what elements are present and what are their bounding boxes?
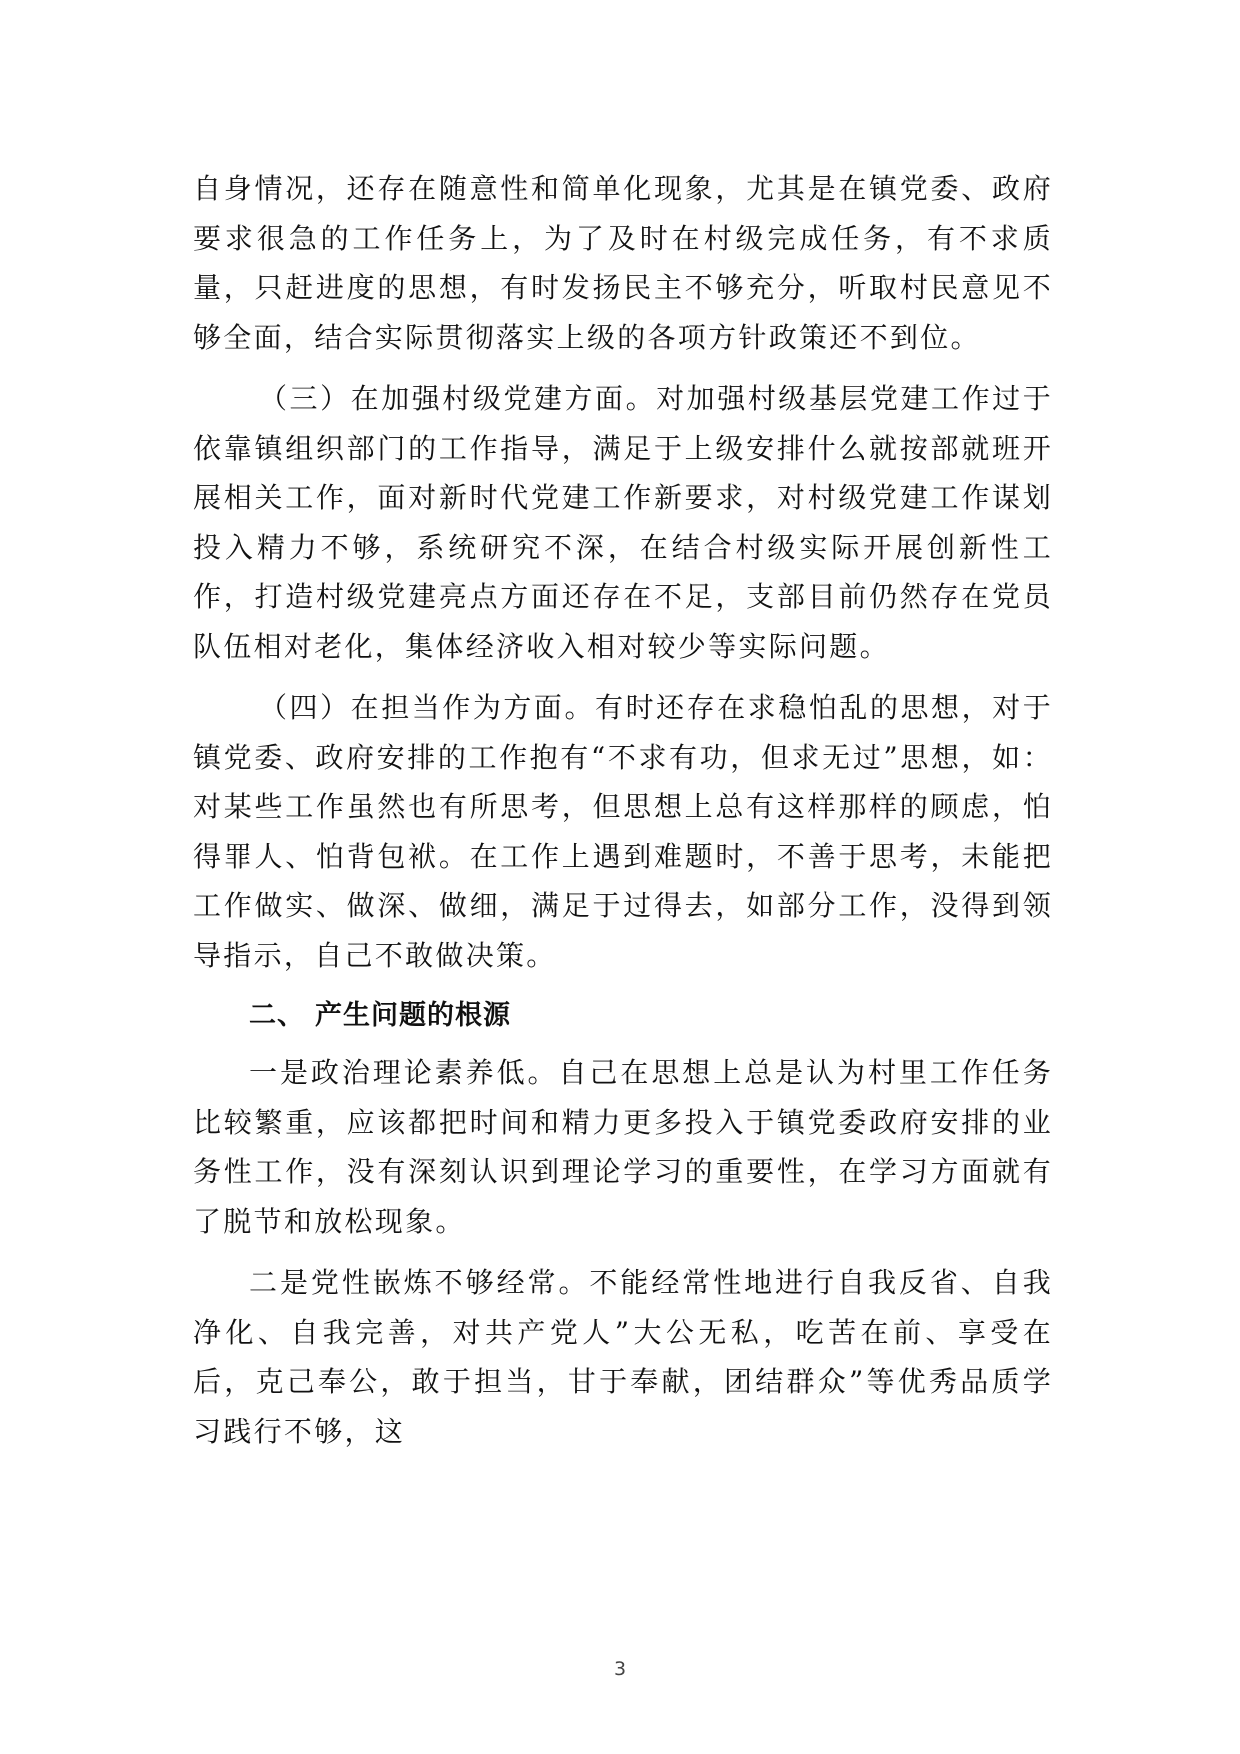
section-heading-number: 二、: [249, 1000, 305, 1031]
paragraph-party-building: （三）在加强村级党建方面。对加强村级基层党建工作过于依靠镇组织部门的工作指导，满足于上级安排什么就按部就班开展相关工作，面对新时代党建工作新要求，对村级党建工作谋划投入精力不够，系统研究不深，在结合村级实际开展创新性工作，打造村级党建亮点方面还存在不足，支部目前仍然存在党员队伍相对老化，集体经济收入相对较少等实际问题。: [193, 382, 1053, 663]
section-heading: [193, 992, 1053, 1040]
paragraph-party-spirit: 二是党性嵌炼不够经常。不能经常性地进行自我反省、自我净化、自我完善，对共产党人”大公无私，吃苦在前、享受在后，克己奉公，敢于担当，甘于奉献，团结群众”等优秀品质学习践行不够，这: [193, 1266, 1053, 1448]
paragraph-political-theory: 一是政治理论素养低。自己在思想上总是认为村里工作任务比较繁重，应该都把时间和精力更多投入于镇党委政府安排的业务性工作，没有深刻认识到理论学习的重要性，在学习方面就有了脱节和放松现象。: [193, 1056, 1053, 1238]
paragraph-continued: 自身情况，还存在随意性和简单化现象，尤其是在镇党委、政府要求很急的工作任务上，为了及时在村级完成任务，有不求质量，只赶进度的思想，有时发扬民主不够充分，听取村民意见不够全面，结合实际贯彻落实上级的各项方针政策还不到位。: [193, 172, 1053, 354]
page-number: 3: [613, 1658, 627, 1680]
document-body: [193, 164, 1053, 1468]
section-heading-title: 产生问题的根源: [315, 1000, 511, 1031]
paragraph-responsibility: （四）在担当作为方面。有时还存在求稳怕乱的思想，对于镇党委、政府安排的工作抱有“不求有功，但求无过”思想，如：对某些工作虽然也有所思考，但思想上总有这样那样的顾虑，怕得罪人、怕背包袱。在工作上遇到难题时，不善于思考，未能把工作做实、做深、做细，满足于过得去，如部分工作，没得到领导指示，自己不敢做决策。: [193, 691, 1053, 972]
